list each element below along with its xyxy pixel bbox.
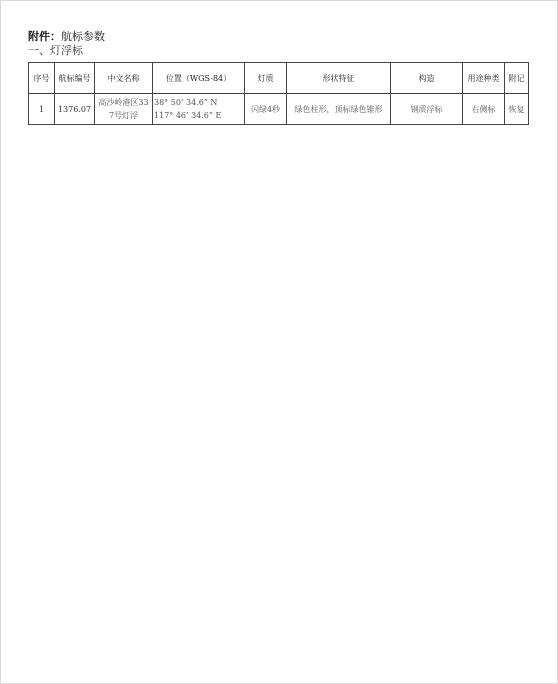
cell-remarks: 恢复 bbox=[505, 94, 529, 125]
document-heading bbox=[28, 30, 105, 43]
cell-construction: 钢质浮标 bbox=[391, 94, 463, 125]
column-header-remarks: 附记 bbox=[505, 63, 529, 94]
column-header-construction: 构造 bbox=[391, 63, 463, 94]
column-header-mark-number: 航标编号 bbox=[55, 63, 95, 94]
cell-usage-type: 右侧标 bbox=[463, 94, 505, 125]
heading-title: 航标参数 bbox=[61, 30, 105, 43]
cell-light-character: 闪绿4秒 bbox=[245, 94, 287, 125]
cell-chinese-name: 高沙岭港区337号灯浮 bbox=[95, 94, 153, 125]
table-row bbox=[29, 94, 529, 125]
position-latitude: 38° 50’ 34.6” N bbox=[154, 98, 218, 107]
heading-prefix: 附件： bbox=[28, 30, 61, 43]
section-title: 一、灯浮标 bbox=[28, 44, 83, 57]
column-header-chinese-name: 中文名称 bbox=[95, 63, 153, 94]
cell-index: 1 bbox=[29, 94, 55, 125]
column-header-usage-type: 用途种类 bbox=[463, 63, 505, 94]
position-longitude: 117° 46’ 34.6” E bbox=[154, 111, 222, 120]
table-header-row bbox=[29, 63, 529, 94]
column-header-position: 位置（WGS-84） bbox=[153, 63, 245, 94]
buoy-parameters-table bbox=[28, 62, 529, 125]
cell-mark-number: 1376.07 bbox=[55, 94, 95, 125]
cell-shape: 绿色柱形，顶标绿色锥形 bbox=[287, 94, 391, 125]
column-header-light-character: 灯质 bbox=[245, 63, 287, 94]
cell-position bbox=[153, 94, 245, 125]
column-header-index: 序号 bbox=[29, 63, 55, 94]
column-header-shape: 形状特征 bbox=[287, 63, 391, 94]
